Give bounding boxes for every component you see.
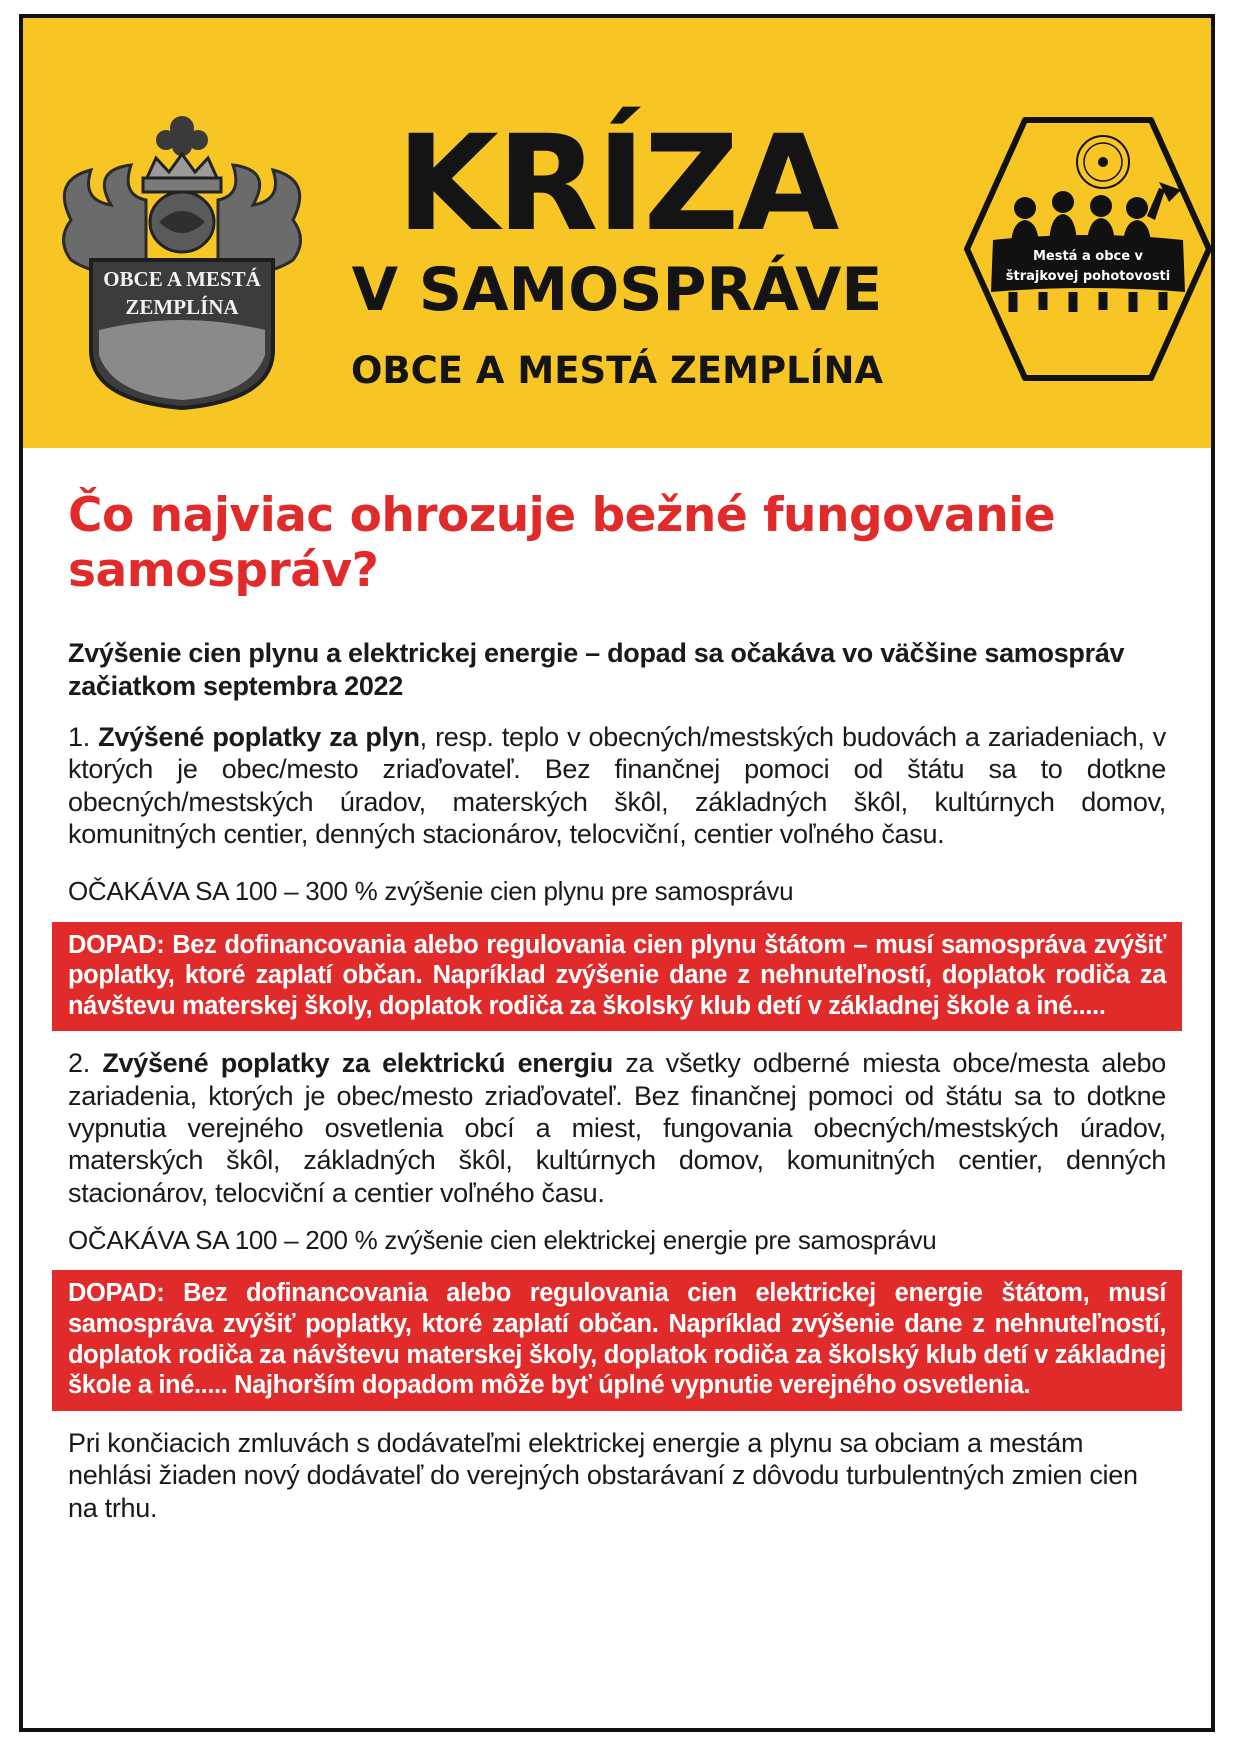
svg-text:OBCE A MESTÁ: OBCE A MESTÁ bbox=[103, 267, 261, 291]
strike-alert-badge-icon bbox=[963, 116, 1213, 382]
item-1-impact-box: DOPAD: Bez dofinancovania alebo regulovania cien plynu štátom – musí samospráva zvýšiť poplatky, ktoré zaplatí občan. Napríklad zvýšenie dane z nehnuteľností, doplatok rodiča za návštevu materskej školy, doplatok rodiča za školský klub detí v základnej škole a iné..... bbox=[52, 922, 1182, 1032]
svg-text:Mestá a obce v: Mestá a obce v bbox=[1032, 249, 1144, 264]
item-2-text: za všetky odberné miesta obce/mesta alebo zariadenia, ktorých je obec/mesto zriaďovateľ. Bez finančnej pomoci od štátu sa to dotkne vypnutia verejného osvetlenia obcí a miest, fungovania obecných/mestských úradov, materských škôl, základných škôl, kultúrnych domov, komunitných centier, denných stacionárov, telocviční a centier voľného času. bbox=[68, 1048, 1166, 1208]
item-2-number: 2. bbox=[68, 1048, 90, 1079]
poster-body bbox=[68, 488, 1166, 1524]
main-question-heading: Čo najviac ohrozuje bežné fungovanie samospráv? bbox=[68, 488, 1056, 599]
item-1-number: 1. bbox=[68, 721, 90, 752]
item-1-paragraph bbox=[68, 721, 1166, 851]
closing-paragraph: Pri končiacich zmluvách s dodávateľmi elektrickej energie a plynu sa obciam a mestám nehlási žiaden nový dodávateľ do verejných obstarávaní z dôvodu turbulentných zmien cien na trhu. bbox=[68, 1427, 1138, 1523]
poster-subtitle: V SAMOSPRÁVE bbox=[351, 255, 883, 325]
poster-title: KRÍZA bbox=[396, 107, 838, 261]
poster-region: OBCE A MESTÁ ZEMPLÍNA bbox=[350, 349, 884, 392]
item-2-paragraph bbox=[68, 1047, 1166, 1209]
item-1-expectation: OČAKÁVA SA 100 – 300 % zvýšenie cien plynu pre samosprávu bbox=[68, 876, 794, 907]
svg-text:ZEMPLÍNA: ZEMPLÍNA bbox=[125, 295, 239, 319]
poster-header bbox=[23, 18, 1211, 448]
item-1-bold-heading: Zvýšené poplatky za plyn bbox=[98, 721, 420, 752]
poster-frame bbox=[19, 14, 1215, 1732]
item-2-expectation: OČAKÁVA SA 100 – 200 % zvýšenie cien elektrickej energie pre samosprávu bbox=[68, 1225, 937, 1256]
item-2-bold-heading: Zvýšené poplatky za elektrickú energiu bbox=[102, 1048, 614, 1079]
item-1-text: , resp. teplo v obecných/mestských budovách a zariadeniach, v ktorých je obec/mesto zriaďovateľ. Bez finančnej pomoci od štátu sa to dotkne obecných/mestských úradov, materských škôl, základných škôl, kultúrnych domov, komunitných centier, denných stacionárov, telocviční, centier voľného času. bbox=[68, 721, 1166, 849]
svg-text:štrajkovej pohotovosti: štrajkovej pohotovosti bbox=[1005, 269, 1171, 284]
lead-statement: Zvýšenie cien plynu a elektrickej energie – dopad sa očakáva vo väčšine samospráv začiatkom septembra 2022 bbox=[68, 637, 1125, 701]
item-2-impact-box: DOPAD: Bez dofinancovania alebo regulovania cien elektrickej energie štátom, musí samospráva zvýšiť poplatky, ktoré zaplatí občan. Napríklad zvýšenie dane z nehnuteľností, doplatok rodiča za návštevu materskej školy, doplatok rodiča za školský klub detí v základnej škole a iné..... Najhorším dopadom môže byť úplné vypnutie verejného osvetlenia. bbox=[52, 1270, 1182, 1410]
